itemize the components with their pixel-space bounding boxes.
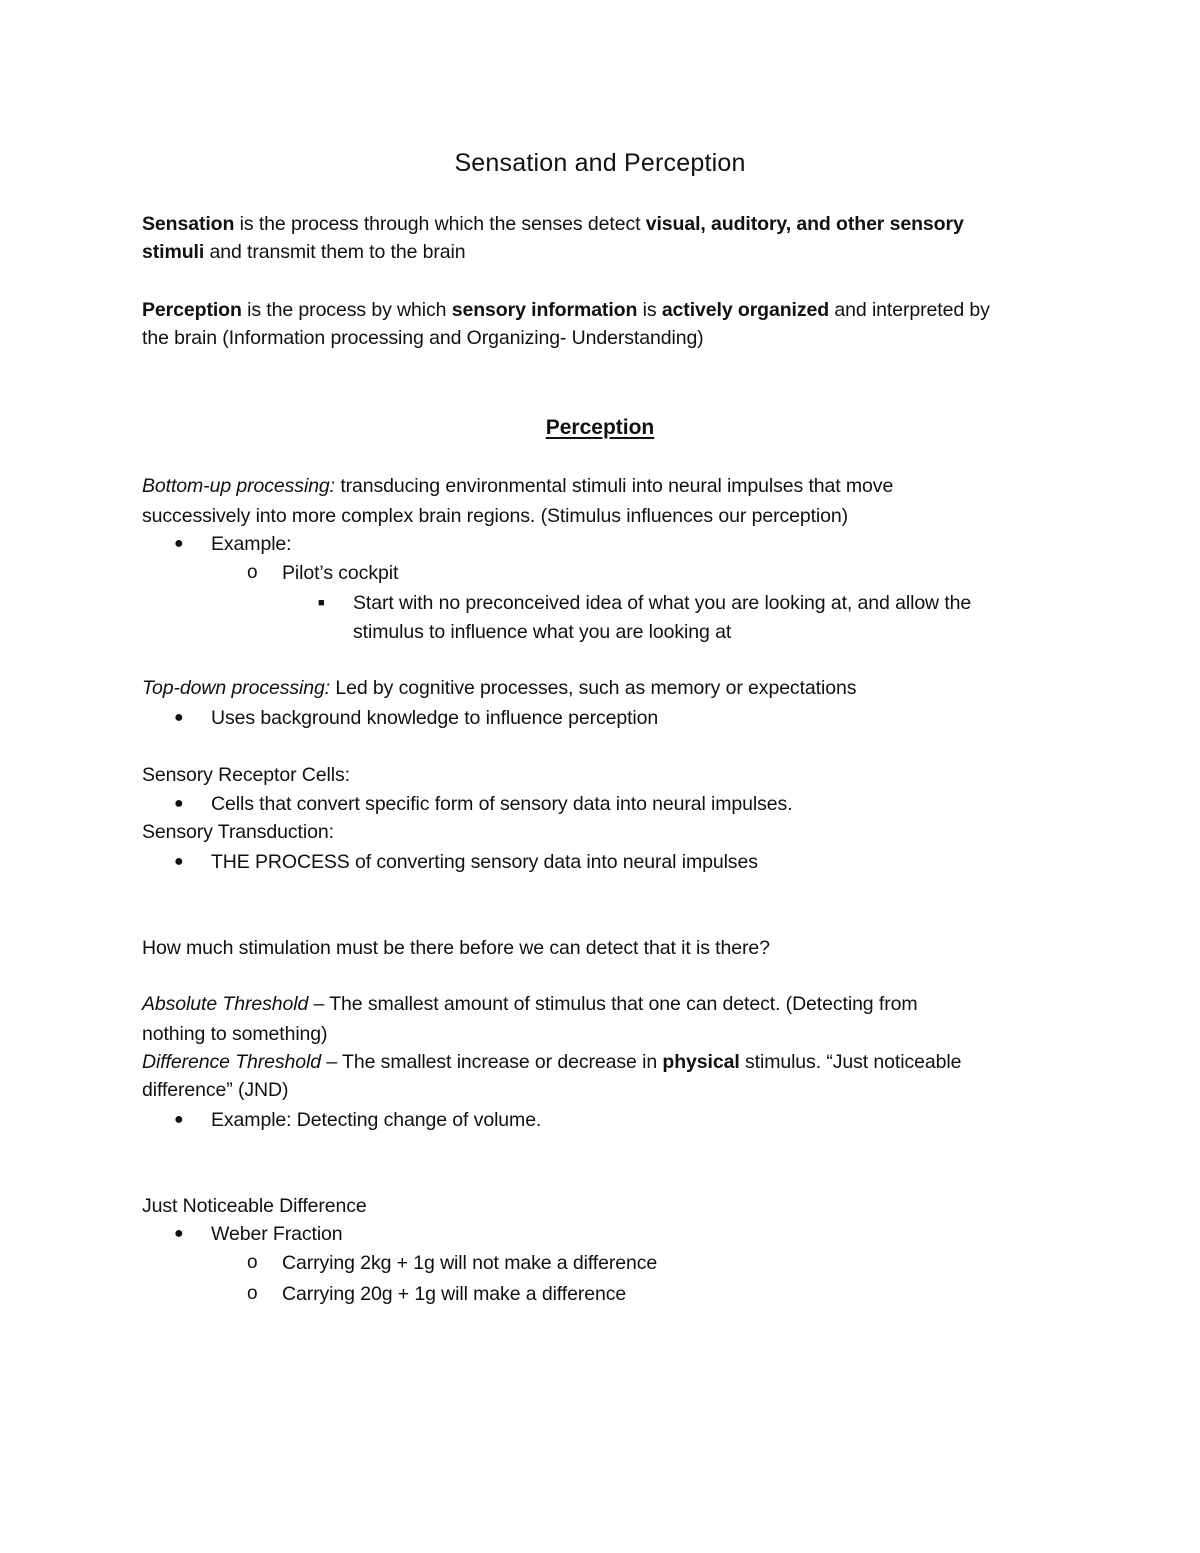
- jnd-sub-bullet-1: Carrying 2kg + 1g will not make a difference: [282, 1252, 658, 1274]
- sensation-bold-phrase: visual, auditory, and other sensory: [645, 213, 964, 235]
- jnd-sub-bullet-2: Carrying 20g + 1g will make a difference: [282, 1283, 627, 1305]
- bullet-marker: ●: [174, 535, 184, 552]
- absolute-threshold-text: – The smallest amount of stimulus that one can detect. (Detecting from: [308, 993, 918, 1015]
- top-down-term: Top-down processing:: [142, 677, 331, 699]
- perception-definition-line-2: the brain (Information processing and Organizing- Understanding): [142, 327, 704, 349]
- bullet-marker: ●: [174, 1225, 184, 1242]
- sensation-term: Sensation: [142, 213, 235, 235]
- sub-bullet-marker: o: [247, 562, 258, 583]
- sensation-text-2: and transmit them to the brain: [204, 241, 466, 263]
- sensation-text: is the process through which the senses detect: [234, 213, 646, 235]
- sub-bullet-marker: o: [247, 1252, 258, 1273]
- transduction-heading: Sensory Transduction:: [142, 821, 334, 843]
- document-title: Sensation and Perception: [454, 149, 746, 177]
- difference-threshold-text-1: – The smallest increase or decrease in: [321, 1051, 663, 1073]
- top-down-bullet: Uses background knowledge to influence perception: [211, 707, 659, 729]
- absolute-threshold-term: Absolute Threshold: [142, 993, 309, 1015]
- bottom-up-line-2: successively into more complex brain regions. (Stimulus influences our perception): [142, 505, 849, 527]
- bullet-marker: ●: [174, 1111, 184, 1128]
- jnd-bullet-weber: Weber Fraction: [211, 1223, 343, 1245]
- bottom-up-term: Bottom-up processing:: [142, 475, 335, 497]
- receptor-bullet: Cells that convert specific form of sensory data into neural impulses.: [211, 793, 793, 815]
- sensation-definition-line-1: [142, 211, 964, 237]
- bottom-up-bullet-example: Example:: [211, 533, 292, 555]
- bullet-marker: ●: [174, 709, 184, 726]
- perception-text-2: is: [637, 299, 662, 321]
- difference-threshold-bullet: Example: Detecting change of volume.: [211, 1109, 542, 1131]
- section-heading-perception: Perception: [545, 416, 655, 439]
- perception-text-3: and interpreted by: [829, 299, 990, 321]
- top-down-line-1: [142, 675, 856, 701]
- bottom-up-sub-bullet-cockpit: Pilot’s cockpit: [282, 562, 399, 584]
- bottom-up-text: transducing environmental stimuli into neural impulses that move: [335, 475, 894, 497]
- perception-term: Perception: [142, 299, 242, 321]
- difference-threshold-term: Difference Threshold: [142, 1051, 322, 1073]
- sub-bullet-marker: o: [247, 1283, 258, 1304]
- receptor-heading: Sensory Receptor Cells:: [142, 764, 350, 786]
- bullet-marker: ●: [174, 795, 184, 812]
- bottom-up-sub-sub-bullet-line-2: stimulus to influence what you are looking at: [353, 621, 732, 643]
- stimulation-question: How much stimulation must be there before we can detect that it is there?: [142, 937, 770, 959]
- difference-threshold-text-2: stimulus. “Just noticeable: [739, 1051, 962, 1073]
- bottom-up-sub-sub-bullet-line-1: Start with no preconceived idea of what you are looking at, and allow the: [353, 592, 972, 614]
- bullet-marker: ●: [174, 853, 184, 870]
- difference-threshold-line-2: difference” (JND): [142, 1079, 289, 1101]
- perception-text-1: is the process by which: [241, 299, 452, 321]
- absolute-threshold-line-2: nothing to something): [142, 1023, 328, 1045]
- sensation-stimuli: stimuli: [142, 241, 205, 263]
- top-down-text: Led by cognitive processes, such as memory or expectations: [330, 677, 857, 699]
- absolute-threshold-line-1: [142, 991, 917, 1017]
- sensation-definition-line-2: [142, 239, 466, 265]
- difference-threshold-bold: physical: [662, 1051, 740, 1073]
- jnd-heading: Just Noticeable Difference: [142, 1195, 367, 1217]
- perception-bold-2: actively organized: [661, 299, 830, 321]
- sub-sub-bullet-marker: ■: [318, 597, 325, 609]
- perception-definition-line-1: [142, 297, 990, 323]
- bottom-up-line-1: [142, 473, 893, 499]
- transduction-bullet: THE PROCESS of converting sensory data into neural impulses: [211, 851, 758, 873]
- difference-threshold-line-1: [142, 1049, 961, 1075]
- perception-bold-1: sensory information: [451, 299, 638, 321]
